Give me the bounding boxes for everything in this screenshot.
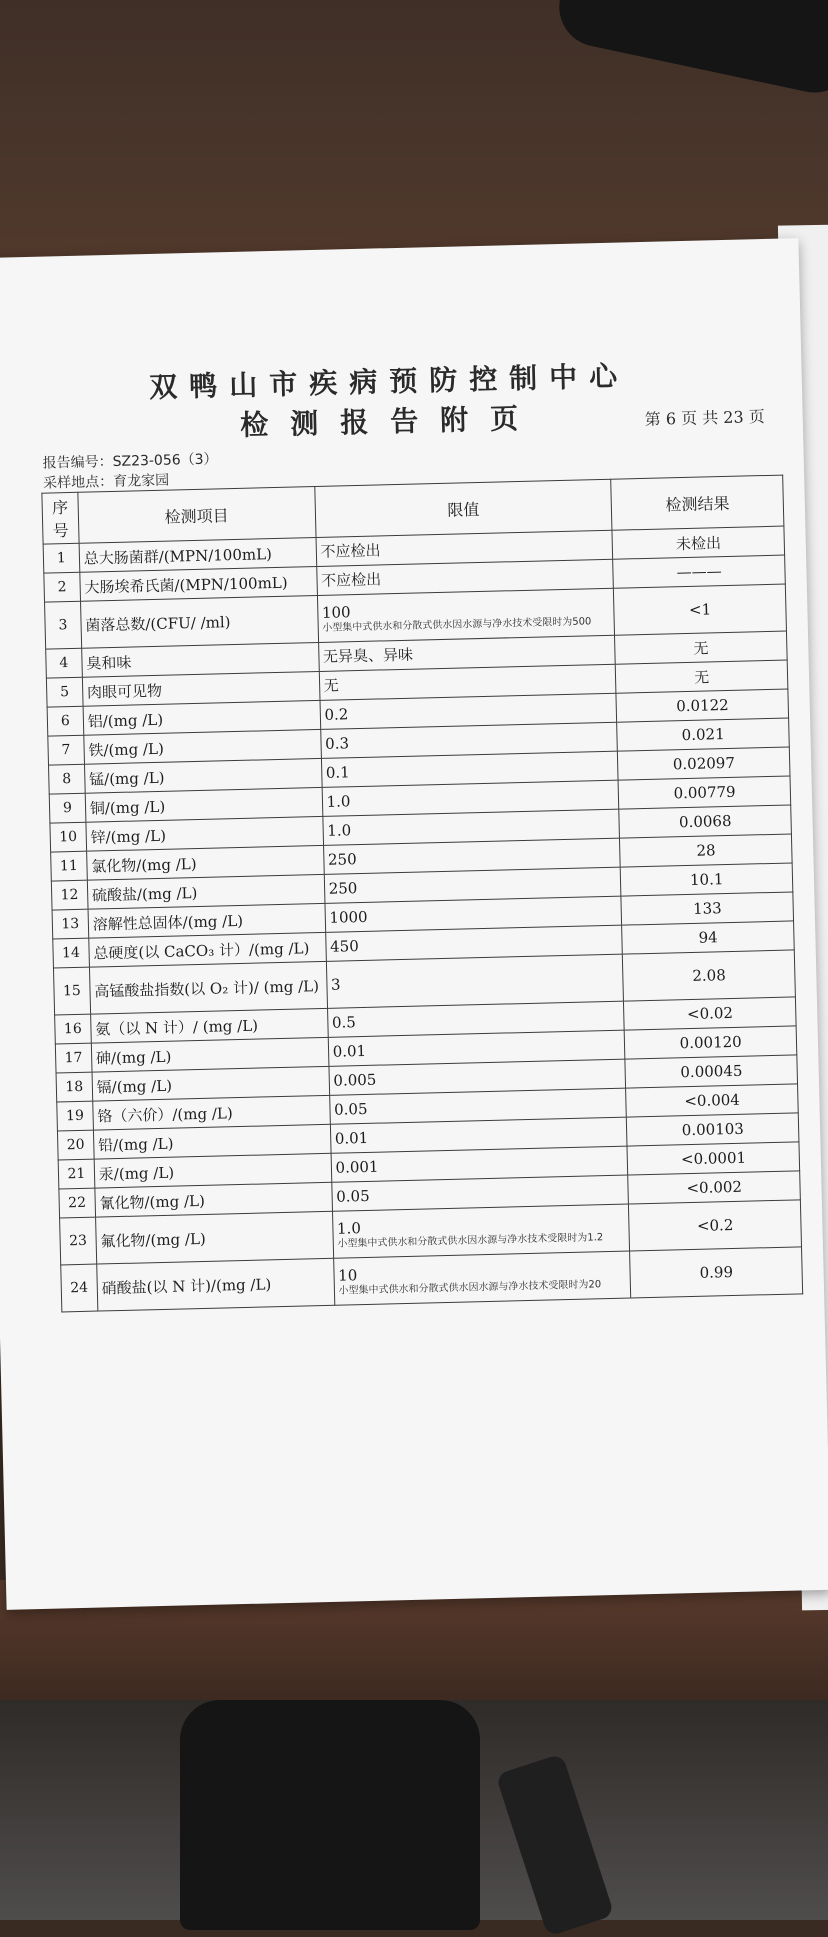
result-value: 94 [622, 921, 794, 954]
limit-value: 0.005 [333, 1070, 377, 1090]
result-value: 未检出 [612, 526, 784, 559]
test-item: 锌/(mg /L) [86, 816, 323, 851]
result-value: 0.00045 [625, 1055, 797, 1088]
limit-value: 0.001 [335, 1157, 379, 1177]
result-value: <0.2 [629, 1200, 802, 1251]
page-indicator: 第 6 页 共 23 页 [644, 407, 765, 429]
limit-value: 不应检出 [320, 570, 382, 590]
result-value: 0.02097 [618, 747, 790, 780]
test-item: 汞/(mg /L) [94, 1153, 331, 1188]
limit-value: 250 [327, 850, 357, 869]
limit-cell [333, 1251, 631, 1305]
test-item: 铅/(mg /L) [93, 1124, 330, 1159]
result-value: ——— [613, 555, 785, 588]
test-item: 溶解性总固体/(mg /L) [88, 903, 325, 938]
result-value: 0.00103 [627, 1113, 799, 1146]
test-item: 肉眼可见物 [82, 671, 319, 706]
limit-cell [317, 588, 615, 642]
row-number: 14 [53, 938, 89, 968]
row-number: 6 [47, 706, 83, 736]
limit-value: 1.0 [336, 1218, 362, 1238]
row-number: 8 [49, 764, 85, 794]
result-value: <0.004 [626, 1084, 798, 1117]
result-value: 133 [621, 892, 793, 925]
limit-cell [332, 1204, 630, 1258]
header-result: 检测结果 [611, 475, 784, 530]
shoe [180, 1700, 480, 1930]
header-limit: 限值 [314, 479, 612, 537]
limit-note: 小型集中式供水和分散式供水因水源与净水技术受限时为500 [322, 615, 592, 634]
report-page [0, 238, 828, 1610]
test-item: 硝酸盐(以 N 计)/(mg /L) [96, 1258, 334, 1311]
row-number: 12 [51, 880, 87, 910]
limit-value: 无异臭、异味 [322, 645, 414, 666]
limit-note: 小型集中式供水和分散式供水因水源与净水技术受限时为1.2 [337, 1231, 604, 1250]
row-number: 15 [53, 967, 90, 1015]
row-number: 3 [45, 601, 82, 649]
sampling-site: 采样地点：育龙家园 [42, 472, 170, 492]
row-number: 13 [52, 909, 88, 939]
header-no: 序号 [42, 492, 79, 544]
result-value: 2.08 [623, 950, 796, 1001]
row-number: 18 [56, 1072, 92, 1102]
limit-value: 0.05 [333, 1099, 368, 1119]
test-item: 菌落总数/(CFU/ /ml) [80, 595, 318, 648]
row-number: 1 [43, 543, 79, 573]
result-value: <0.0001 [627, 1142, 799, 1175]
test-item: 氨（以 N 计）/ (mg /L) [90, 1008, 327, 1043]
result-value: 0.00779 [618, 776, 790, 809]
row-number: 4 [46, 648, 82, 678]
result-value: 0.99 [630, 1247, 803, 1298]
row-number: 2 [44, 572, 80, 602]
row-number: 5 [46, 677, 82, 707]
limit-value: 1.0 [326, 792, 351, 811]
limit-value: 0.5 [331, 1013, 357, 1032]
limit-note: 小型集中式供水和分散式供水因水源与净水技术受限时为20 [338, 1278, 602, 1297]
test-item: 铝/(mg /L) [83, 700, 320, 735]
limit-value: 0.2 [324, 705, 349, 724]
test-item: 镉/(mg /L) [92, 1066, 329, 1101]
limit-value: 0.3 [324, 734, 350, 753]
result-value: 28 [620, 834, 792, 867]
result-value: 无 [616, 660, 788, 693]
limit-value: 100 [321, 602, 351, 622]
report-number: 报告编号：SZ23-056（3） [42, 451, 218, 472]
report-title-type: 检测报告附页 [239, 401, 541, 442]
result-value: 0.0068 [619, 805, 791, 838]
result-value: 10.1 [621, 863, 793, 896]
test-item: 锰/(mg /L) [84, 758, 321, 793]
limit-value: 0.01 [334, 1128, 369, 1148]
result-value: <1 [614, 584, 787, 635]
test-item: 臭和味 [81, 642, 318, 677]
limit-value: 10 [337, 1265, 358, 1285]
test-item: 氟化物/(mg /L) [95, 1211, 333, 1264]
row-number: 19 [57, 1101, 93, 1131]
limit-cell [326, 954, 624, 1008]
limit-value: 0.05 [336, 1186, 370, 1206]
result-value: 0.00120 [625, 1026, 797, 1059]
row-number: 10 [50, 822, 86, 852]
row-number: 17 [55, 1043, 91, 1073]
report-title-org: 双鸭山市疾病预防控制中心 [148, 359, 630, 405]
result-value: <0.02 [624, 997, 796, 1030]
result-value: <0.002 [628, 1171, 800, 1204]
row-number: 24 [61, 1264, 98, 1312]
result-value: 无 [615, 631, 787, 664]
row-number: 20 [57, 1130, 93, 1160]
test-item: 氯化物/(mg /L) [86, 845, 323, 880]
test-item: 高锰酸盐指数(以 O₂ 计)/ (mg /L) [89, 961, 327, 1014]
limit-value: 450 [329, 937, 359, 956]
test-item: 硫酸盐/(mg /L) [87, 874, 324, 909]
row-number: 23 [60, 1217, 97, 1265]
limit-value: 1000 [329, 907, 368, 927]
row-number: 9 [49, 793, 85, 823]
limit-value: 0.1 [325, 763, 350, 782]
row-number: 16 [55, 1014, 91, 1044]
row-number: 11 [51, 851, 87, 881]
test-item: 铁/(mg /L) [84, 729, 321, 764]
test-item: 铬（六价）/(mg /L) [93, 1095, 330, 1130]
header-item: 检测项目 [78, 487, 316, 544]
table-body [43, 526, 803, 1312]
limit-value: 250 [328, 879, 358, 898]
limit-value: 3 [330, 975, 341, 994]
row-number: 21 [58, 1159, 94, 1189]
test-item: 总硬度(以 CaCO₃ 计）/(mg /L) [89, 932, 326, 967]
result-value: 0.0122 [616, 689, 788, 722]
results-table [41, 475, 803, 1313]
test-item: 氰化物/(mg /L) [95, 1182, 332, 1217]
test-item: 铜/(mg /L) [85, 787, 322, 822]
limit-value: 不应检出 [320, 541, 381, 561]
row-number: 7 [48, 735, 84, 765]
limit-value: 0.01 [332, 1041, 367, 1061]
limit-value: 无 [323, 676, 339, 695]
result-value: 0.021 [617, 718, 789, 751]
test-item: 总大肠菌群/(MPN/100mL) [79, 538, 316, 573]
row-number: 22 [59, 1188, 95, 1218]
limit-value: 1.0 [327, 821, 352, 840]
test-item: 砷/(mg /L) [91, 1037, 328, 1072]
test-item: 大肠埃希氏菌/(MPN/100mL) [80, 566, 317, 601]
